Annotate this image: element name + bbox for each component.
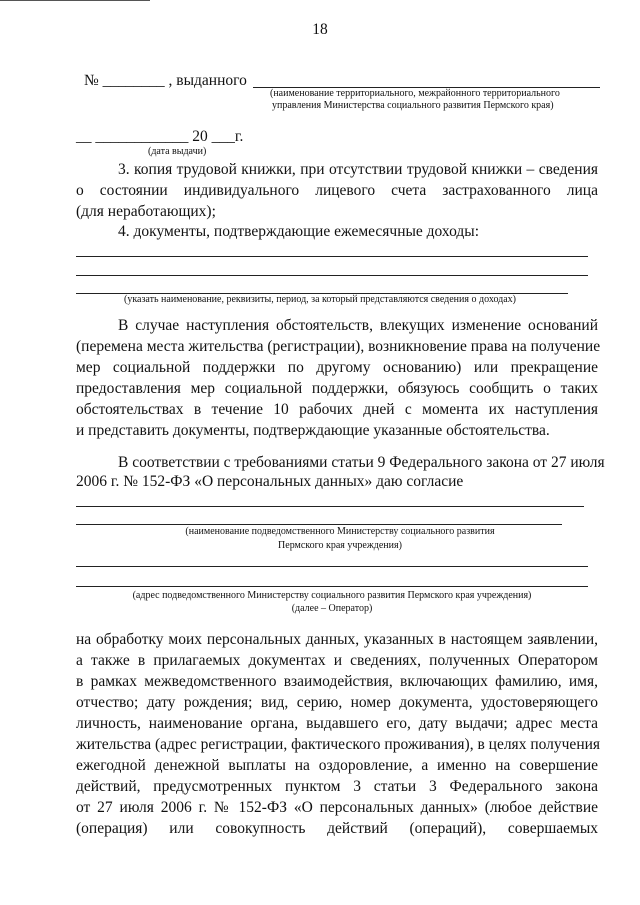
operator-address-caption: (адрес подведомственного Министерству социального развития Пермского края учреждения) (132, 590, 532, 601)
processing-line-4: отчество; дату рождения; вид, серию, номер документа, удостоверяющего (76, 694, 598, 711)
issuer-caption-cont: управления Министерства социального развития Пермского края) (272, 100, 554, 111)
obligation-line-6: и представить документы, подтверждающие указанные обстоятельства. (76, 422, 550, 439)
operator-address-caption-cont: (далее – Оператор) (291, 603, 373, 614)
obligation-line-5: обстоятельствах в течение 10 рабочих дней с момента их наступления (76, 401, 598, 418)
processing-line-9: от 27 июля 2006 г. № 152-ФЗ «О персональных данных» (любое действие (76, 799, 598, 816)
processing-line-7: ежегодной денежной выплаты на оздоровление, а именно на совершение (76, 757, 598, 774)
operator-name-caption: (наименование подведомственного Министерству социального развития (185, 526, 495, 537)
issue-date-line: __ ____________ 20 ___г. (76, 128, 244, 145)
operator-name-blank-line-1 (76, 506, 584, 507)
obligation-line-3: мер социальной поддержки по другому основанию) или прекращение (76, 359, 598, 376)
operator-address-blank-line-2 (76, 586, 588, 587)
consent-line-1: В соответствии с требованиями статьи 9 Федерального закона от 27 июля (118, 454, 605, 471)
page-number: 18 (312, 21, 328, 38)
item-4-line-1: 4. документы, подтверждающие ежемесячные доходы: (118, 223, 479, 240)
processing-line-8: действий, предусмотренных пунктом 3 статьи 3 Федерального закона (76, 778, 598, 795)
processing-line-5: личность, наименование органа, выдавшего его, дату выдачи; адрес места (76, 715, 598, 732)
consent-line-2: 2006 г. № 152-ФЗ «О персональных данных» даю согласие (76, 473, 464, 490)
item-3-line-2: о состоянии индивидуального лицевого счета застрахованного лица (76, 182, 598, 199)
document-number-label: № ________ , выданного (84, 72, 247, 89)
issue-date-caption: (дата выдачи) (148, 146, 207, 157)
processing-line-6: жительства (адрес регистрации, фактического проживания), в целях получения (76, 736, 601, 753)
scan-edge-line (0, 0, 150, 1)
operator-address-blank-line-1 (76, 566, 588, 567)
income-caption: (указать наименование, реквизиты, период, за который представляются сведения о доходах) (124, 294, 517, 305)
income-blank-line-1 (76, 256, 588, 257)
processing-line-1: на обработку моих персональных данных, указанных в настоящем заявлении, (76, 631, 598, 648)
obligation-line-1: В случае наступления обстоятельств, влекущих изменение оснований (118, 317, 598, 334)
operator-name-caption-cont: Пермского края учреждения) (278, 540, 402, 551)
item-3-line-3: (для неработающих); (76, 203, 216, 220)
processing-line-2: а также в прилагаемых документах и сведениях, полученных Оператором (76, 652, 598, 669)
processing-line-10: (операция) или совокупность действий (операций), совершаемых (76, 820, 598, 837)
obligation-line-2: (перемена места жительства (регистрации), возникновение права на получение (76, 338, 601, 355)
processing-line-3: в рамках межведомственного взаимодействия, включающих фамилию, имя, (76, 673, 598, 690)
operator-name-blank-line-2 (76, 524, 562, 525)
obligation-line-4: предоставления мер социальной поддержки, обязуюсь сообщить о таких (76, 380, 598, 397)
income-blank-line-2 (76, 275, 588, 276)
item-3-line-1: 3. копия трудовой книжки, при отсутствии трудовой книжки – сведения (118, 161, 598, 178)
issuer-caption: (наименование территориального, межрайонного территориального (270, 88, 560, 99)
